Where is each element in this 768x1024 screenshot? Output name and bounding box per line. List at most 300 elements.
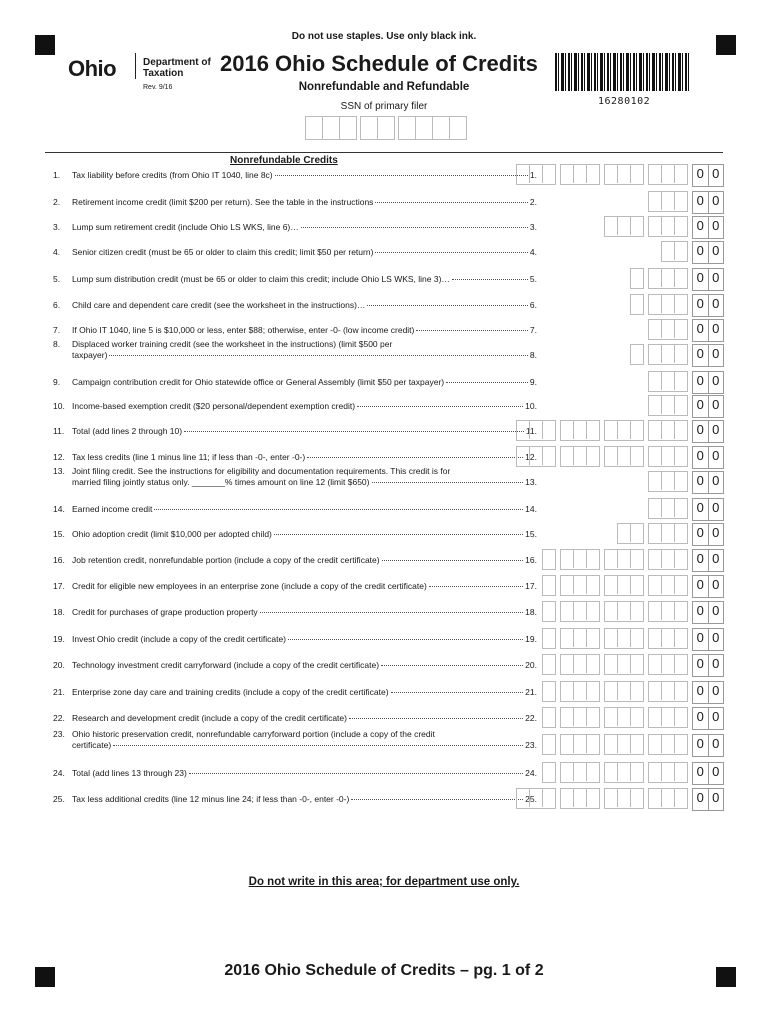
leader-dots	[275, 175, 528, 176]
cents-digit: 0	[693, 295, 709, 316]
digit-group[interactable]	[542, 654, 556, 675]
cents-digit: 0	[712, 193, 720, 208]
amount-field[interactable]	[657, 241, 688, 262]
leader-dots	[154, 509, 523, 510]
line-description: Tax less credits (line 1 minus line 11; if less than -0-, enter -0-)	[72, 452, 306, 462]
line-reference: 5.	[529, 274, 537, 284]
cents-field	[692, 549, 724, 572]
cents-digit: 0	[712, 346, 720, 361]
digit-group[interactable]	[560, 788, 600, 809]
cents-digit: 0	[693, 602, 709, 623]
cents-digit: 0	[693, 421, 709, 442]
line-description: Campaign contribution credit for Ohio statewide office or General Assembly (limit $50 per taxpayer)	[72, 377, 445, 387]
digit-group[interactable]	[542, 734, 556, 755]
logo-divider	[135, 53, 136, 79]
digit-group[interactable]	[648, 601, 688, 622]
digit-group[interactable]	[604, 420, 644, 441]
digit-group[interactable]	[542, 681, 556, 702]
digit-group[interactable]	[542, 707, 556, 728]
line-number: 22.	[53, 713, 65, 723]
line-description: Income-based exemption credit ($20 personal/dependent exemption credit)	[72, 401, 356, 411]
digit-group[interactable]	[560, 420, 600, 441]
cents-digit: 0	[712, 764, 720, 779]
credit-line-5	[53, 274, 537, 285]
cents-digit: 0	[693, 499, 709, 520]
cents-digit: 0	[693, 447, 709, 468]
amount-field[interactable]	[538, 681, 688, 702]
line-number: 5.	[53, 274, 61, 284]
line-reference: 2.	[529, 197, 537, 207]
cents-digit: 0	[712, 422, 720, 437]
amount-field[interactable]	[538, 628, 688, 649]
line-number: 1.	[53, 170, 61, 180]
digit-group[interactable]	[630, 294, 644, 315]
digit-group[interactable]	[560, 654, 600, 675]
line-description: Tax liability before credits (from Ohio IT 1040, line 8c)	[72, 170, 273, 180]
cents-digit: 0	[712, 473, 720, 488]
digit-group[interactable]	[516, 788, 556, 809]
digit-group[interactable]	[648, 471, 688, 492]
digit-group[interactable]	[516, 164, 556, 185]
revision-date: Rev. 9/16	[143, 84, 173, 91]
line-number: 23.	[53, 729, 65, 739]
digit-group[interactable]	[630, 344, 644, 365]
amount-field[interactable]	[512, 420, 688, 441]
line-reference: 21.	[525, 687, 537, 697]
line-description: Job retention credit, nonrefundable portion (include a copy of the credit certificate)	[72, 555, 380, 565]
line-description: If Ohio IT 1040, line 5 is $10,000 or less, enter $88; otherwise, enter -0- (low income credit)	[72, 325, 415, 335]
cents-digit: 0	[712, 448, 720, 463]
line-description: Total (add lines 2 through 10)	[72, 426, 183, 436]
cents-digit: 0	[712, 166, 720, 181]
cents-field	[692, 628, 724, 651]
cents-digit: 0	[712, 296, 720, 311]
cents-digit: 0	[712, 243, 720, 258]
leader-dots	[189, 773, 523, 774]
amount-field[interactable]	[538, 762, 688, 783]
line-reference: 25.	[525, 794, 537, 804]
leader-dots	[372, 482, 524, 483]
department-line-1: Department of	[143, 57, 211, 68]
digit-group[interactable]	[648, 762, 688, 783]
line-description: Technology investment credit carryforward (include a copy of the credit certificate)	[72, 660, 380, 670]
credit-line-18	[53, 607, 537, 618]
leader-dots	[349, 718, 523, 719]
cents-field	[692, 344, 724, 367]
leader-dots	[391, 692, 524, 693]
digit-group[interactable]	[516, 446, 556, 467]
cents-digit: 0	[693, 269, 709, 290]
cents-digit: 0	[693, 242, 709, 263]
line-number: 11.	[53, 426, 65, 436]
line-description: Senior citizen credit (must be 65 or older to claim this credit; limit $50 per return)	[72, 247, 374, 257]
digit-group[interactable]	[648, 164, 688, 185]
credit-line-17	[53, 581, 537, 592]
digit-group[interactable]	[560, 681, 600, 702]
credit-line-12	[53, 452, 537, 463]
leader-dots	[382, 560, 524, 561]
digit-group[interactable]	[648, 575, 688, 596]
line-description: Joint filing credit. See the instructions for eligibility and documentation requirements. This credit is for	[72, 466, 451, 476]
credit-line-7	[53, 325, 537, 336]
cents-field	[692, 654, 724, 677]
cents-field	[692, 294, 724, 317]
line-number: 4.	[53, 247, 61, 257]
cents-field	[692, 268, 724, 291]
line-description: Research and development credit (include a copy of the credit certificate)	[72, 713, 347, 723]
ssn-label: SSN of primary filer	[340, 101, 428, 112]
digit-group[interactable]	[648, 788, 688, 809]
form-title: 2016 Ohio Schedule of Credits	[220, 51, 538, 76]
credit-line-25	[53, 794, 537, 805]
line-reference: 16.	[525, 555, 537, 565]
amount-field[interactable]	[538, 654, 688, 675]
digit-group[interactable]	[648, 654, 688, 675]
digit-group[interactable]	[542, 601, 556, 622]
ssn-field-part-1[interactable]	[305, 116, 357, 140]
cents-digit: 0	[693, 345, 709, 366]
ssn-field-part-3[interactable]	[398, 116, 467, 140]
digit-group[interactable]	[648, 707, 688, 728]
line-reference: 14.	[525, 504, 537, 514]
cents-digit: 0	[712, 321, 720, 336]
digit-group[interactable]	[604, 707, 644, 728]
cents-digit: 0	[693, 550, 709, 571]
credit-line-23	[53, 729, 537, 751]
digit-group[interactable]	[542, 628, 556, 649]
cents-digit: 0	[712, 709, 720, 724]
digit-group[interactable]	[648, 371, 688, 392]
cents-field	[692, 319, 724, 342]
amount-field[interactable]	[538, 707, 688, 728]
amount-field[interactable]	[644, 371, 688, 392]
line-reference: 7.	[529, 325, 537, 335]
cents-field	[692, 734, 724, 757]
digit-group[interactable]	[648, 294, 688, 315]
cents-field	[692, 216, 724, 239]
digit-group[interactable]	[560, 164, 600, 185]
line-description: Earned income credit	[72, 504, 153, 514]
line-description: Displaced worker training credit (see the worksheet in the instructions) (limit $500 per	[72, 339, 393, 349]
digit-group[interactable]	[542, 549, 556, 570]
cents-digit: 0	[712, 270, 720, 285]
cents-digit: 0	[712, 218, 720, 233]
cents-digit: 0	[693, 763, 709, 784]
leader-dots	[184, 431, 524, 432]
credit-line-13	[53, 466, 537, 488]
digit-group[interactable]	[648, 628, 688, 649]
digit-group[interactable]	[560, 446, 600, 467]
digit-group[interactable]	[604, 601, 644, 622]
digit-group[interactable]	[604, 654, 644, 675]
digit-group[interactable]	[648, 395, 688, 416]
leader-dots	[274, 534, 523, 535]
leader-dots	[446, 382, 528, 383]
credit-line-3	[53, 222, 537, 233]
cents-digit: 0	[712, 373, 720, 388]
cents-field	[692, 164, 724, 187]
line-number: 18.	[53, 607, 65, 617]
leader-dots	[351, 799, 523, 800]
line-number: 3.	[53, 222, 61, 232]
cents-digit: 0	[693, 472, 709, 493]
digit-group[interactable]	[604, 164, 644, 185]
amount-field[interactable]	[538, 601, 688, 622]
credit-line-24	[53, 768, 537, 779]
digit-group[interactable]	[560, 575, 600, 596]
line-number: 25.	[53, 794, 65, 804]
line-description: Ohio adoption credit (limit $10,000 per adopted child)	[72, 529, 272, 539]
digit-group[interactable]	[560, 601, 600, 622]
line-number: 21.	[53, 687, 65, 697]
amount-field[interactable]	[644, 498, 688, 519]
amount-field[interactable]	[538, 575, 688, 596]
cents-digit: 0	[693, 165, 709, 186]
amount-field[interactable]	[538, 734, 688, 755]
digit-group[interactable]	[560, 628, 600, 649]
cents-digit: 0	[712, 500, 720, 515]
line-reference: 8.	[529, 350, 537, 360]
digit-group[interactable]	[542, 762, 556, 783]
cents-digit: 0	[712, 603, 720, 618]
line-reference: 1.	[529, 170, 537, 180]
cents-digit: 0	[693, 735, 709, 756]
digit-group[interactable]	[648, 498, 688, 519]
leader-dots	[367, 305, 527, 306]
cents-digit: 0	[693, 192, 709, 213]
cents-field	[692, 471, 724, 494]
department-use-note: Do not write in this area; for department use only.	[248, 876, 520, 888]
credit-line-9	[53, 377, 537, 388]
barcode-number: 16280102	[598, 96, 651, 107]
cents-field	[692, 601, 724, 624]
amount-field[interactable]	[626, 344, 688, 365]
line-number: 10.	[53, 401, 65, 411]
credit-line-15	[53, 529, 537, 540]
line-description: Tax less additional credits (line 12 minus line 24; if less than -0-, enter -0-)	[72, 794, 350, 804]
leader-dots	[301, 227, 528, 228]
cents-digit: 0	[712, 656, 720, 671]
line-number: 19.	[53, 634, 65, 644]
line-description: Invest Ohio credit (include a copy of the credit certificate)	[72, 634, 287, 644]
credit-line-4	[53, 247, 537, 258]
amount-field[interactable]	[613, 523, 688, 544]
digit-group[interactable]	[604, 788, 644, 809]
cents-field	[692, 707, 724, 730]
cents-digit: 0	[693, 320, 709, 341]
credit-line-19	[53, 634, 537, 645]
line-number: 2.	[53, 197, 61, 207]
leader-dots	[381, 665, 523, 666]
line-description: Lump sum retirement credit (include Ohio LS WKS, line 6)…	[72, 222, 299, 232]
line-number: 9.	[53, 377, 61, 387]
line-description-continued: taxpayer)	[72, 350, 108, 360]
digit-group[interactable]	[648, 191, 688, 212]
digit-group[interactable]	[542, 575, 556, 596]
amount-field[interactable]	[644, 395, 688, 416]
line-reference: 3.	[529, 222, 537, 232]
line-number: 13.	[53, 466, 65, 476]
amount-field[interactable]	[600, 216, 688, 237]
digit-group[interactable]	[604, 216, 644, 237]
line-reference: 4.	[529, 247, 537, 257]
credit-line-16	[53, 555, 537, 566]
leader-dots	[357, 406, 523, 407]
line-reference: 24.	[525, 768, 537, 778]
line-reference: 6.	[529, 300, 537, 310]
digit-group[interactable]	[648, 734, 688, 755]
line-number: 20.	[53, 660, 65, 670]
cents-digit: 0	[712, 683, 720, 698]
department-name	[143, 57, 211, 79]
leader-dots	[416, 330, 528, 331]
cents-digit: 0	[693, 682, 709, 703]
cents-field	[692, 371, 724, 394]
credit-line-11	[53, 426, 537, 437]
leader-dots	[452, 279, 528, 280]
credit-line-10	[53, 401, 537, 412]
digit-group[interactable]	[604, 628, 644, 649]
line-number: 8.	[53, 339, 61, 349]
cents-digit: 0	[712, 551, 720, 566]
leader-dots	[260, 612, 523, 613]
line-reference: 22.	[525, 713, 537, 723]
ssn-field-part-2[interactable]	[360, 116, 395, 140]
line-description: Enterprise zone day care and training credits (include a copy of the credit certificate)	[72, 687, 389, 697]
digit-group[interactable]	[648, 523, 688, 544]
line-number: 14.	[53, 504, 65, 514]
credit-line-8	[53, 339, 537, 361]
amount-field[interactable]	[626, 294, 688, 315]
line-reference: 13.	[525, 477, 537, 487]
digit-group[interactable]	[648, 344, 688, 365]
cents-digit: 0	[712, 736, 720, 751]
digit-group[interactable]	[604, 575, 644, 596]
digit-group[interactable]	[516, 420, 556, 441]
cents-digit: 0	[693, 576, 709, 597]
digit-group[interactable]	[648, 446, 688, 467]
credit-line-14	[53, 504, 537, 515]
credit-line-1	[53, 170, 537, 181]
line-description-continued: certificate)	[72, 740, 112, 750]
line-description: Ohio historic preservation credit, nonrefundable carryforward portion (include a copy of the credit	[72, 729, 435, 739]
digit-group[interactable]	[648, 319, 688, 340]
line-description: Child care and dependent care credit (see the worksheet in the instructions)…	[72, 300, 366, 310]
digit-group[interactable]	[617, 523, 644, 544]
cents-digit: 0	[712, 630, 720, 645]
line-description: Retirement income credit (limit $200 per return). See the table in the instructions	[72, 197, 374, 207]
line-reference: 18.	[525, 607, 537, 617]
cents-field	[692, 575, 724, 598]
leader-dots	[429, 586, 523, 587]
digit-group[interactable]	[604, 681, 644, 702]
amount-field[interactable]	[512, 164, 688, 185]
digit-group[interactable]	[648, 681, 688, 702]
digit-group[interactable]	[648, 216, 688, 237]
amount-field[interactable]	[538, 549, 688, 570]
digit-group[interactable]	[661, 241, 688, 262]
amount-field[interactable]	[644, 191, 688, 212]
credit-line-21	[53, 687, 537, 698]
section-divider	[45, 152, 723, 153]
cents-digit: 0	[693, 396, 709, 417]
digit-group[interactable]	[604, 549, 644, 570]
line-reference: 10.	[525, 401, 537, 411]
leader-dots	[109, 355, 527, 356]
cents-digit: 0	[712, 790, 720, 805]
leader-dots	[375, 202, 527, 203]
form-subtitle: Nonrefundable and Refundable	[298, 81, 470, 93]
digit-group[interactable]	[604, 734, 644, 755]
leader-dots	[113, 745, 523, 746]
line-number: 12.	[53, 452, 65, 462]
amount-field[interactable]	[512, 788, 688, 809]
amount-field[interactable]	[626, 268, 688, 289]
leader-dots	[375, 252, 528, 253]
digit-group[interactable]	[648, 268, 688, 289]
credit-line-20	[53, 660, 537, 671]
cents-digit: 0	[693, 217, 709, 238]
line-reference: 12.	[525, 452, 537, 462]
line-reference: 20.	[525, 660, 537, 670]
cents-digit: 0	[712, 577, 720, 592]
cents-field	[692, 241, 724, 264]
cents-field	[692, 498, 724, 521]
cents-digit: 0	[693, 524, 709, 545]
digit-group[interactable]	[560, 549, 600, 570]
cents-digit: 0	[693, 629, 709, 650]
digit-group[interactable]	[560, 707, 600, 728]
cents-digit: 0	[712, 397, 720, 412]
cents-digit: 0	[693, 708, 709, 729]
line-description-continued: married filing jointly status only. _______% times amount on line 12 (limit $650)	[72, 477, 370, 487]
digit-group[interactable]	[648, 420, 688, 441]
line-description: Total (add lines 13 through 23)	[72, 768, 187, 778]
digit-group[interactable]	[604, 446, 644, 467]
page-footer: 2016 Ohio Schedule of Credits – pg. 1 of 2	[224, 962, 544, 979]
line-reference: 9.	[529, 377, 537, 387]
cents-field	[692, 788, 724, 811]
line-reference: 19.	[525, 634, 537, 644]
digit-group[interactable]	[560, 734, 600, 755]
digit-group[interactable]	[560, 762, 600, 783]
line-description: Credit for eligible new employees in an enterprise zone (include a copy of the credit certificate)	[72, 581, 427, 591]
line-number: 17.	[53, 581, 65, 591]
line-reference: 11.	[525, 426, 537, 436]
credit-line-6	[53, 300, 537, 311]
digit-group[interactable]	[630, 268, 644, 289]
line-reference: 15.	[525, 529, 537, 539]
line-number: 6.	[53, 300, 61, 310]
line-number: 15.	[53, 529, 65, 539]
cents-field	[692, 762, 724, 785]
credit-line-22	[53, 713, 537, 724]
digit-group[interactable]	[648, 549, 688, 570]
digit-group[interactable]	[604, 762, 644, 783]
line-description: Credit for purchases of grape production property	[72, 607, 258, 617]
line-description: Lump sum distribution credit (must be 65 or older to claim this credit; include Ohio LS WKS, line 3)…	[72, 274, 450, 284]
leader-dots	[288, 639, 523, 640]
amount-field[interactable]	[644, 471, 688, 492]
amount-field[interactable]	[512, 446, 688, 467]
cents-digit: 0	[693, 372, 709, 393]
amount-field[interactable]	[644, 319, 688, 340]
line-number: 16.	[53, 555, 65, 565]
line-reference: 17.	[525, 581, 537, 591]
ohio-logo: Ohio	[68, 56, 117, 81]
ink-instruction: Do not use staples. Use only black ink.	[291, 31, 477, 42]
cents-field	[692, 420, 724, 443]
